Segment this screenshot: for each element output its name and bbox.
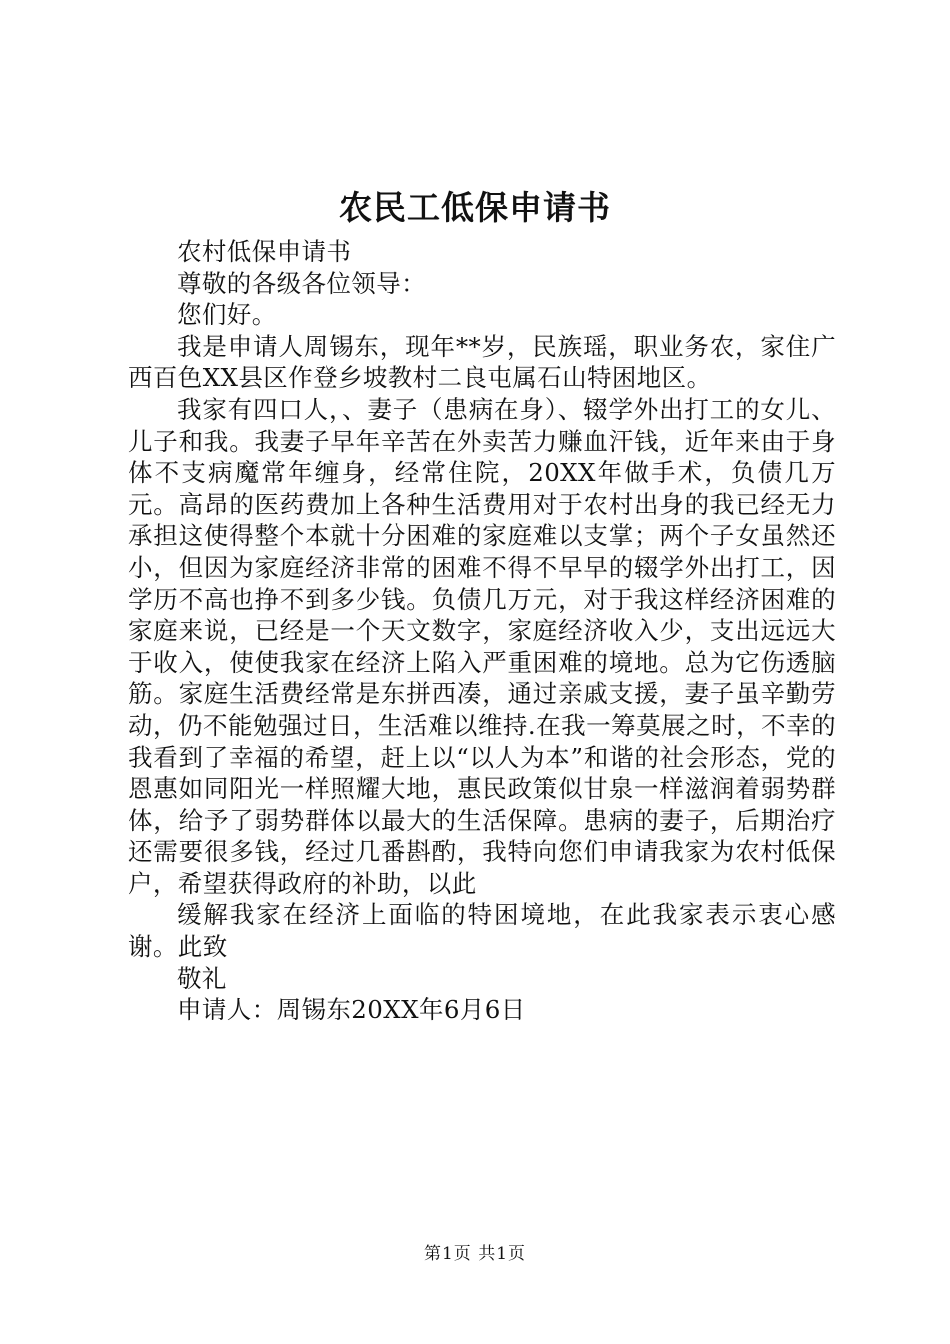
page-footer: 第1页 共1页 [423,1244,527,1264]
paragraph-signature: 申请人：周锡东20XX年6月6日 [177,995,526,1025]
paragraph-introduction: 我是申请人周锡东，现年**岁，民族瑶，职业务农，家住广西百色XX县区作登乡坡教村二良屯属石山特困地区。 [128,331,836,393]
paragraph-closing: 敬礼 [177,963,227,993]
document-title: 农民工低保申请书 [339,188,611,227]
paragraph-salutation: 尊敬的各级各位领导： [177,268,426,298]
paragraph-thanks: 缓解我家在经济上面临的特困境地，在此我家表示衷心感谢。此致 [128,900,836,962]
document-body [128,236,836,1026]
paragraph-heading: 农村低保申请书 [177,237,352,266]
paragraph-family-situation: 我家有四口人，、妻子（患病在身）、辍学外出打工的女儿、儿子和我。我妻子早年辛苦在外卖苦力赚血汗钱，近年来由于身体不支病魔常年缠身，经常住院，20XX年做手术，负债几万元。高昂的医药费加上各种生活费用对于农村出身的我已经无力承担这使得整个本就十分困难的家庭难以支掌；两个子女虽然还小，但因为家庭经济非常的困难不得不早早的辍学外出打工，因学历不高也挣不到多少钱。负债几万元，对于我这样经济困难的家庭来说，已经是一个天文数字，家庭经济收入少，支出远远大于收入，使使我家在经济上陷入严重困难的境地。总为它伤透脑筋。家庭生活费经常是东拼西凑，通过亲戚支援，妻子虽辛勤劳动，仍不能勉强过日，生活难以维持.在我一筹莫展之时，不幸的我看到了幸福的希望，赶上以“以人为本”和谐的社会形态，党的恩惠如同阳光一样照耀大地，惠民政策似甘泉一样滋润着弱势群体，给予了弱势群体以最大的生活保障。患病的妻子，后期治疗还需要很多钱，经过几番斟酌，我特向您们申请我家为农村低保户，希望获得政府的补助，以此 [128,394,836,898]
paragraph-greeting: 您们好。 [177,300,277,330]
